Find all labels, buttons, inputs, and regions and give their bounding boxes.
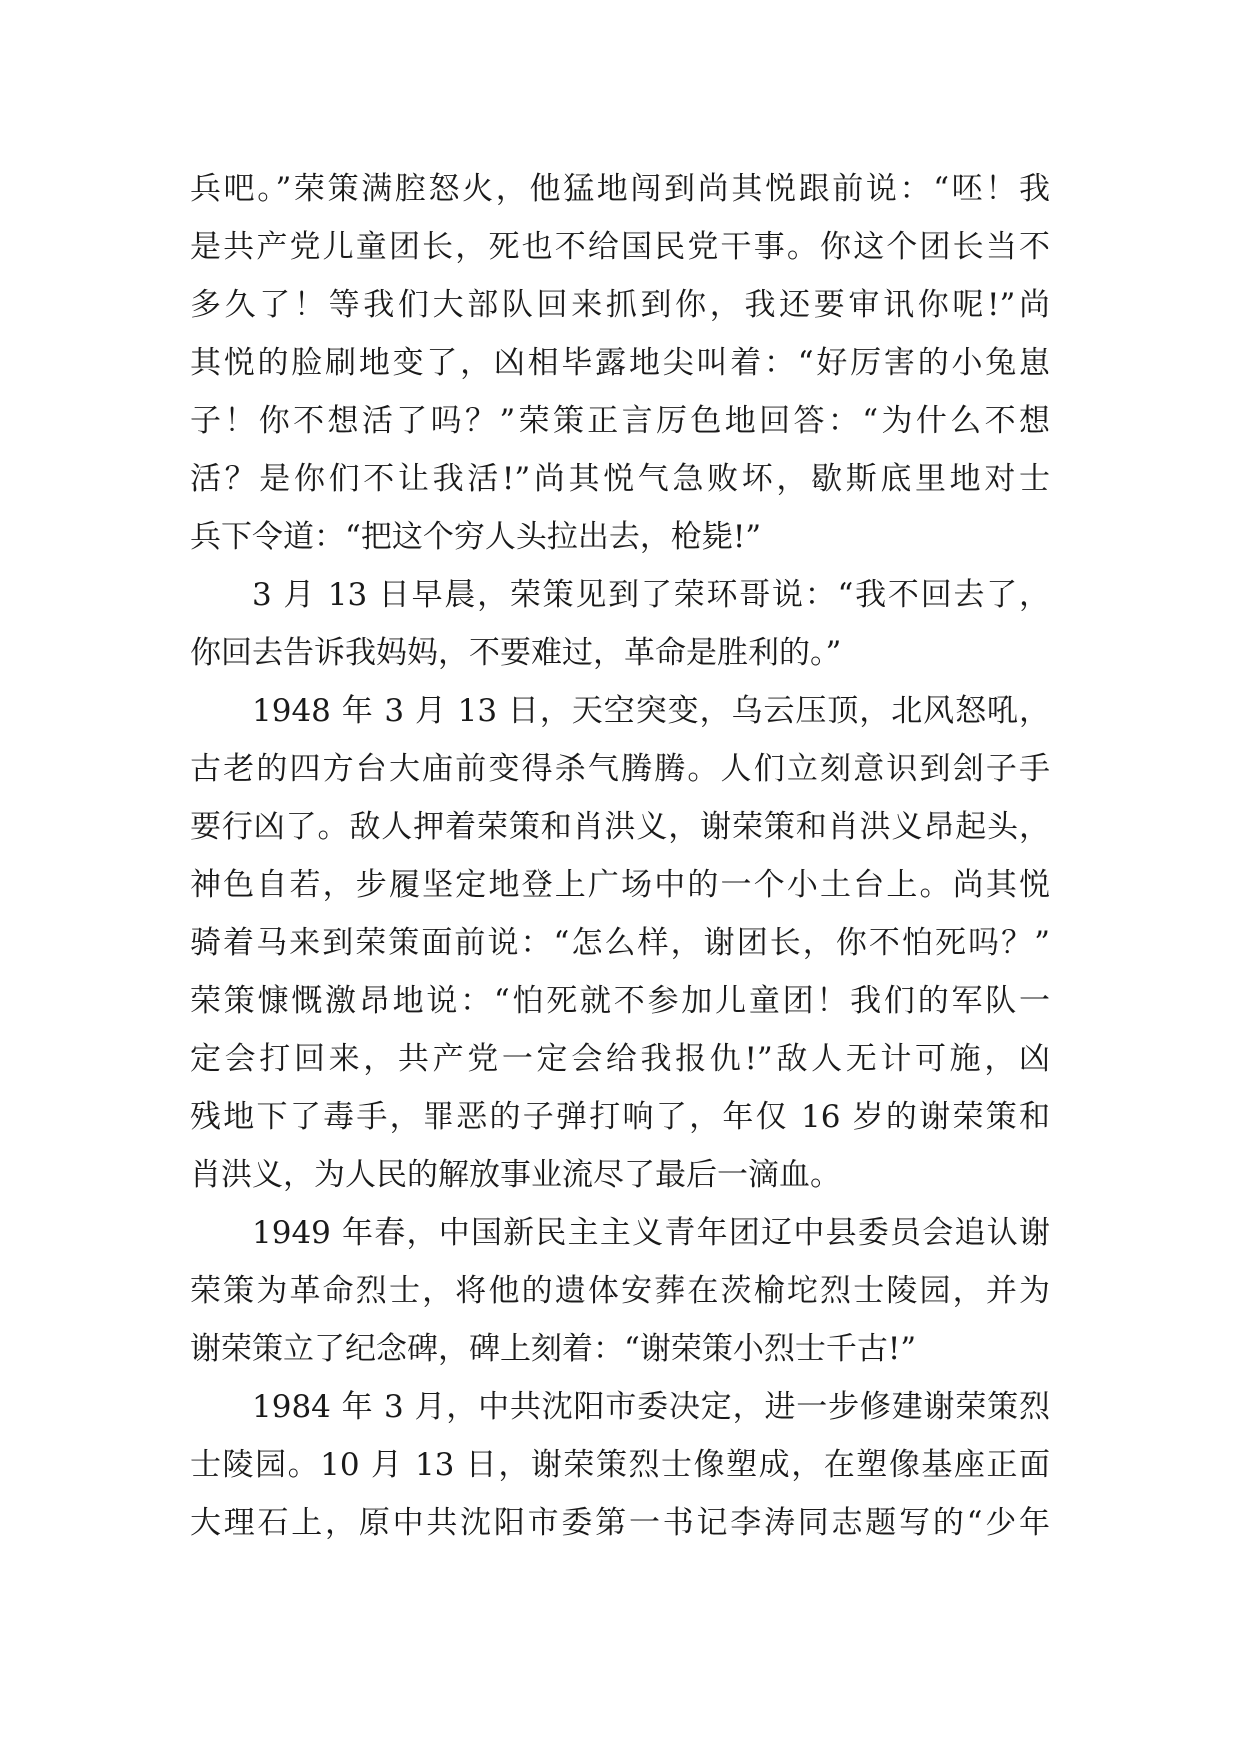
text-line: 荣策为革命烈士，将他的遗体安葬在茨榆坨烈士陵园，并为 <box>190 1273 1050 1309</box>
text-line: 定会打回来，共产党一定会给我报仇!”敌人无计可施，凶 <box>190 1041 1050 1077</box>
document-body <box>190 160 1050 1552</box>
text-line: 兵下令道：“把这个穷人头拉出去，枪毙!” <box>190 519 762 555</box>
paragraph-execution <box>190 682 1050 1204</box>
text-line: 要行凶了。敌人押着荣策和肖洪义，谢荣策和肖洪义昂起头， <box>190 809 1050 845</box>
text-line: 古老的四方台大庙前变得杀气腾腾。人们立刻意识到刽子手 <box>190 751 1050 787</box>
paragraph-1984-cemetery <box>190 1378 1050 1552</box>
text-line: 大理石上，原中共沈阳市委第一书记李涛同志题写的“少年 <box>190 1505 1050 1541</box>
text-line: 你回去告诉我妈妈，不要难过，革命是胜利的。” <box>190 635 842 671</box>
text-line: 子！你不想活了吗？”荣策正言厉色地回答：“为什么不想 <box>190 403 1050 439</box>
text-line: 荣策慷慨激昂地说：“怕死就不参加儿童团！我们的军队一 <box>190 983 1050 1019</box>
text-line: 神色自若，步履坚定地登上广场中的一个小土台上。尚其悦 <box>190 867 1050 903</box>
text-line: 谢荣策立了纪念碑，碑上刻着：“谢荣策小烈士千古!” <box>190 1331 917 1367</box>
text-line: 1949 年春，中国新民主主义青年团辽中县委员会追认谢 <box>252 1215 1050 1251</box>
text-line: 士陵园。10 月 13 日，谢荣策烈士像塑成，在塑像基座正面 <box>190 1447 1050 1483</box>
text-line: 是共产党儿童团长，死也不给国民党干事。你这个团长当不 <box>190 229 1050 265</box>
text-line: 多久了！等我们大部队回来抓到你，我还要审讯你呢!”尚 <box>190 287 1050 323</box>
text-line: 活？是你们不让我活!”尚其悦气急败坏，歇斯底里地对士 <box>190 461 1050 497</box>
paragraph-interrogation <box>190 160 1050 566</box>
text-line: 残地下了毒手，罪恶的子弹打响了，年仅 16 岁的谢荣策和 <box>190 1099 1050 1135</box>
text-line: 3 月 13 日早晨，荣策见到了荣环哥说：“我不回去了， <box>252 577 1050 613</box>
text-line: 1948 年 3 月 13 日，天空突变，乌云压顶，北风怒吼， <box>252 693 1050 729</box>
paragraph-march-13-morning <box>190 566 1050 682</box>
paragraph-1949-memorial <box>190 1204 1050 1378</box>
text-line: 1984 年 3 月，中共沈阳市委决定，进一步修建谢荣策烈 <box>252 1389 1050 1425</box>
text-line: 兵吧。”荣策满腔怒火，他猛地闯到尚其悦跟前说：“呸！我 <box>190 171 1050 207</box>
text-line: 其悦的脸刷地变了，凶相毕露地尖叫着：“好厉害的小兔崽 <box>190 345 1050 381</box>
text-line: 肖洪义，为人民的解放事业流尽了最后一滴血。 <box>190 1157 841 1193</box>
text-line: 骑着马来到荣策面前说：“怎么样，谢团长，你不怕死吗？” <box>190 925 1050 961</box>
